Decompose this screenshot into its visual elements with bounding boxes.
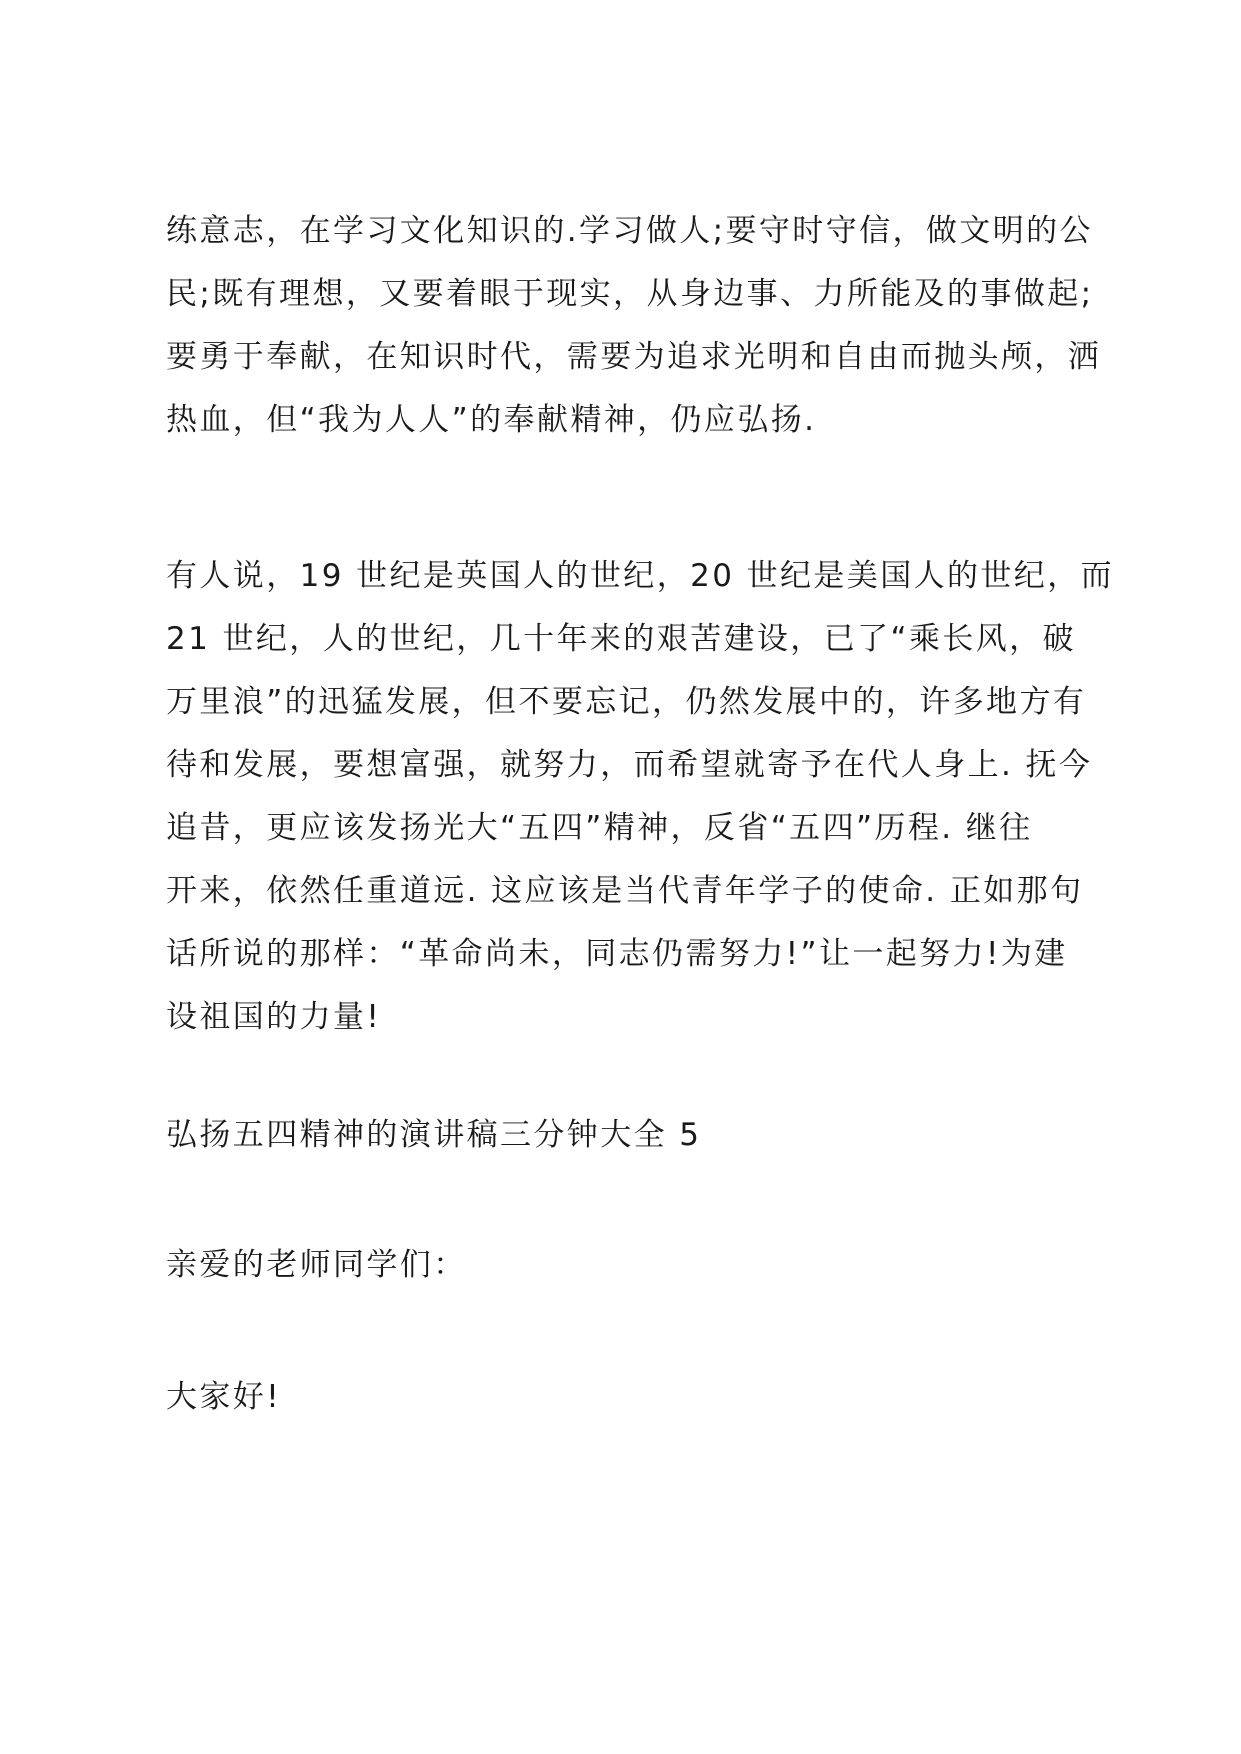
paragraph-2: [166, 545, 1114, 1049]
paragraph-line: 练意志，在学习文化知识的.学习做人;要守时守信，做文明的公: [166, 213, 1093, 249]
paragraph-line: 热血，但“我为人人”的奉献精神，仍应弘扬.: [166, 402, 817, 438]
paragraph-line: 有人说，19 世纪是英国人的世纪，20 世纪是美国人的世纪，而: [166, 558, 1114, 594]
paragraph-line: 21 世纪，人的世纪，几十年来的艰苦建设，已了“乘长风，破: [166, 621, 1076, 657]
salutation: 亲爱的老师同学们：: [166, 1247, 467, 1283]
paragraph-line: 追昔，更应该发扬光大“五四”精神，反省“五四”历程. 继往: [166, 810, 1033, 846]
section-title: 弘扬五四精神的演讲稿三分钟大全 5: [166, 1117, 702, 1153]
paragraph-line: 开来，依然任重道远. 这应该是当代青年学子的使命. 正如那句: [166, 873, 1084, 909]
paragraph-line: 设祖国的力量!: [166, 999, 382, 1035]
paragraph-line: 话所说的那样：“革命尚未，同志仍需努力!”让一起努力!为建: [166, 936, 1068, 972]
paragraph-line: 万里浪”的迅猛发展，但不要忘记，仍然发展中的，许多地方有: [166, 684, 1087, 720]
paragraph-1: [166, 200, 1102, 452]
paragraph-line: 民;既有理想，又要着眼于现实，从身边事、力所能及的事做起;: [166, 276, 1094, 312]
paragraph-line: 待和发展，要想富强，就努力，而希望就寄予在代人身上. 抚今: [166, 747, 1093, 783]
paragraph-line: 要勇于奉献，在知识时代，需要为追求光明和自由而抛头颅，洒: [166, 339, 1102, 375]
greeting: 大家好!: [166, 1379, 282, 1415]
